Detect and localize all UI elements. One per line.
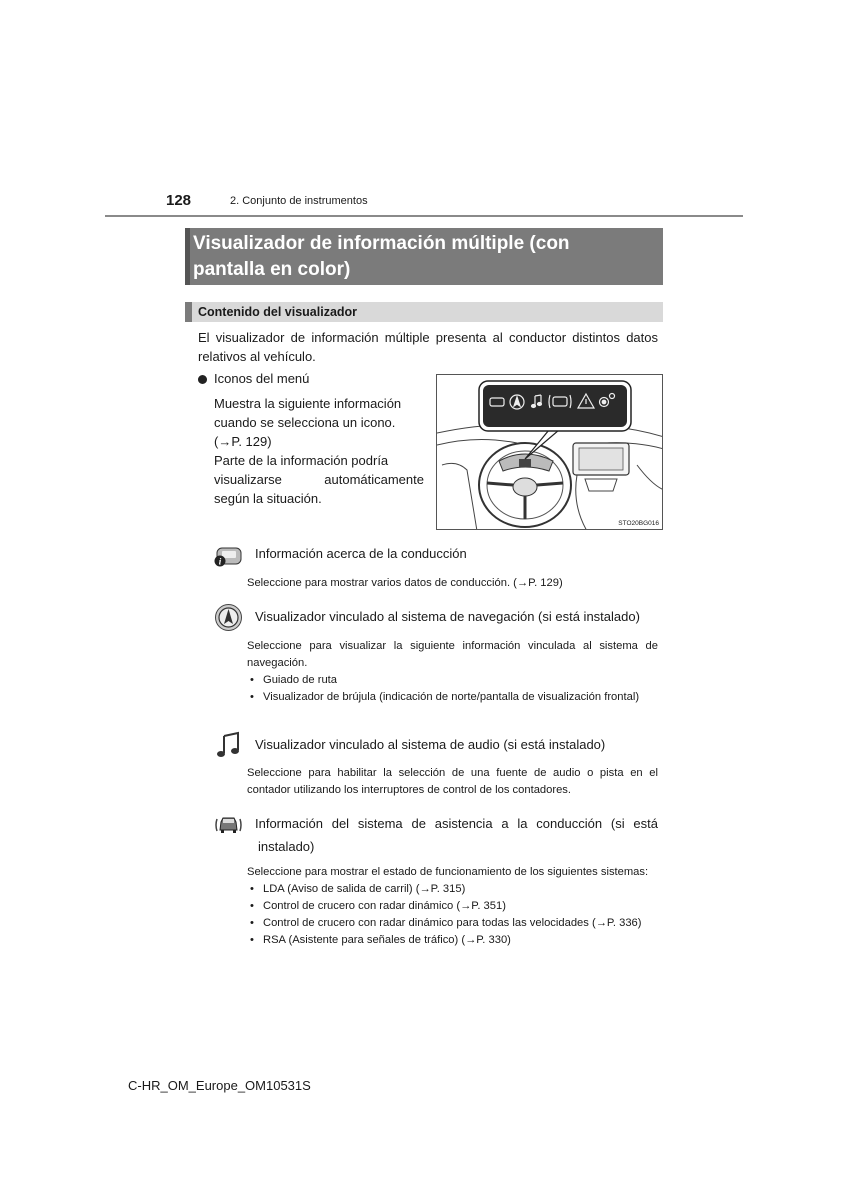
title-word: de: [411, 816, 426, 831]
title-word: (si: [610, 816, 625, 831]
title-word: asistencia: [434, 816, 493, 831]
svg-text:i: i: [218, 556, 222, 567]
list-item: • Control de crucero con radar dinámico para todas las velocidades (→P. 336): [247, 915, 658, 932]
item-title-driving-assist: [255, 816, 658, 854]
item-title-line2: instalado): [258, 839, 315, 854]
menu-desc-word: automáticamente: [324, 472, 424, 487]
navigation-sublist: [247, 672, 658, 706]
menu-desc-line: Muestra la siguiente información: [214, 396, 402, 411]
page-title-line1: Visualizador de información múltiple (con: [193, 233, 570, 254]
item-body-driving-assist: [247, 864, 658, 949]
page-title-line2: pantalla en color): [193, 259, 351, 280]
driving-info-icon: [214, 541, 243, 570]
menu-desc-line: Parte de la información podría: [214, 453, 389, 468]
footer-code: C-HR_OM_Europe_OM10531S: [128, 1078, 311, 1093]
item-title-driving-info: Información acerca de la conducción: [255, 546, 467, 561]
figure-code: STO20BG016: [618, 520, 659, 527]
item-body-driving-info: Seleccione para mostrar varios datos de conducción. (→P. 129): [247, 577, 563, 589]
item-title-navigation: Visualizador vinculado al sistema de navegación (si está instalado): [255, 609, 640, 624]
title-word: Información: [255, 816, 323, 831]
dashboard-illustration: [437, 375, 663, 530]
title-word: del: [331, 816, 350, 831]
menu-desc-line: según la situación.: [214, 491, 322, 506]
list-item: • Control de crucero con radar dinámico (→P. 351): [247, 898, 658, 915]
driving-assist-icon: [214, 810, 243, 839]
audio-icon: [214, 730, 243, 759]
item-title-line1: [255, 816, 658, 831]
list-item: • Guiado de ruta: [247, 672, 658, 689]
title-word: la: [517, 816, 528, 831]
list-item: • LDA (Aviso de salida de carril) (→P. 315): [247, 881, 658, 898]
menu-desc-line: (→P. 129): [214, 434, 272, 449]
title-word: a: [501, 816, 509, 831]
item-title-audio: Visualizador vinculado al sistema de audio (si está instalado): [255, 737, 606, 752]
navigation-icon: [214, 603, 243, 632]
item-body-text: Seleccione para visualizar la siguiente información vinculada al sistema de navegación.: [247, 640, 658, 669]
dashboard-figure: [436, 374, 663, 530]
page-number: 128: [166, 192, 192, 209]
menu-description: [214, 394, 424, 508]
page-title: [185, 228, 663, 285]
header-rule: [105, 215, 743, 217]
item-body-navigation: [247, 638, 658, 706]
driving-assist-sublist: [247, 881, 658, 949]
menu-desc-line: [214, 470, 424, 489]
title-word: sistema: [357, 816, 403, 831]
title-word: conducción: [536, 816, 603, 831]
title-word: está: [633, 816, 658, 831]
item-body-audio: Seleccione para habilitar la selección de una fuente de audio o pista en el contador utilizando los interruptores de control de los contadores.: [247, 767, 658, 796]
section-header: 2. Conjunto de instrumentos: [230, 195, 368, 207]
list-item: • RSA (Asistente para señales de tráfico) (→P. 330): [247, 932, 658, 949]
menu-desc-word: visualizarse: [214, 472, 282, 487]
intro-paragraph: El visualizador de información múltiple presenta al conductor distintos datos relativos al vehículo.: [198, 330, 658, 364]
bullet-dot: [198, 375, 207, 384]
bullet-title: Iconos del menú: [214, 371, 310, 386]
subheading: Contenido del visualizador: [185, 302, 663, 322]
item-body-text: Seleccione para mostrar el estado de funcionamiento de los siguientes sistemas:: [247, 866, 649, 878]
list-item: • Visualizador de brújula (indicación de norte/pantalla de visualización frontal): [247, 689, 658, 706]
menu-desc-line: cuando se selecciona un icono.: [214, 415, 396, 430]
